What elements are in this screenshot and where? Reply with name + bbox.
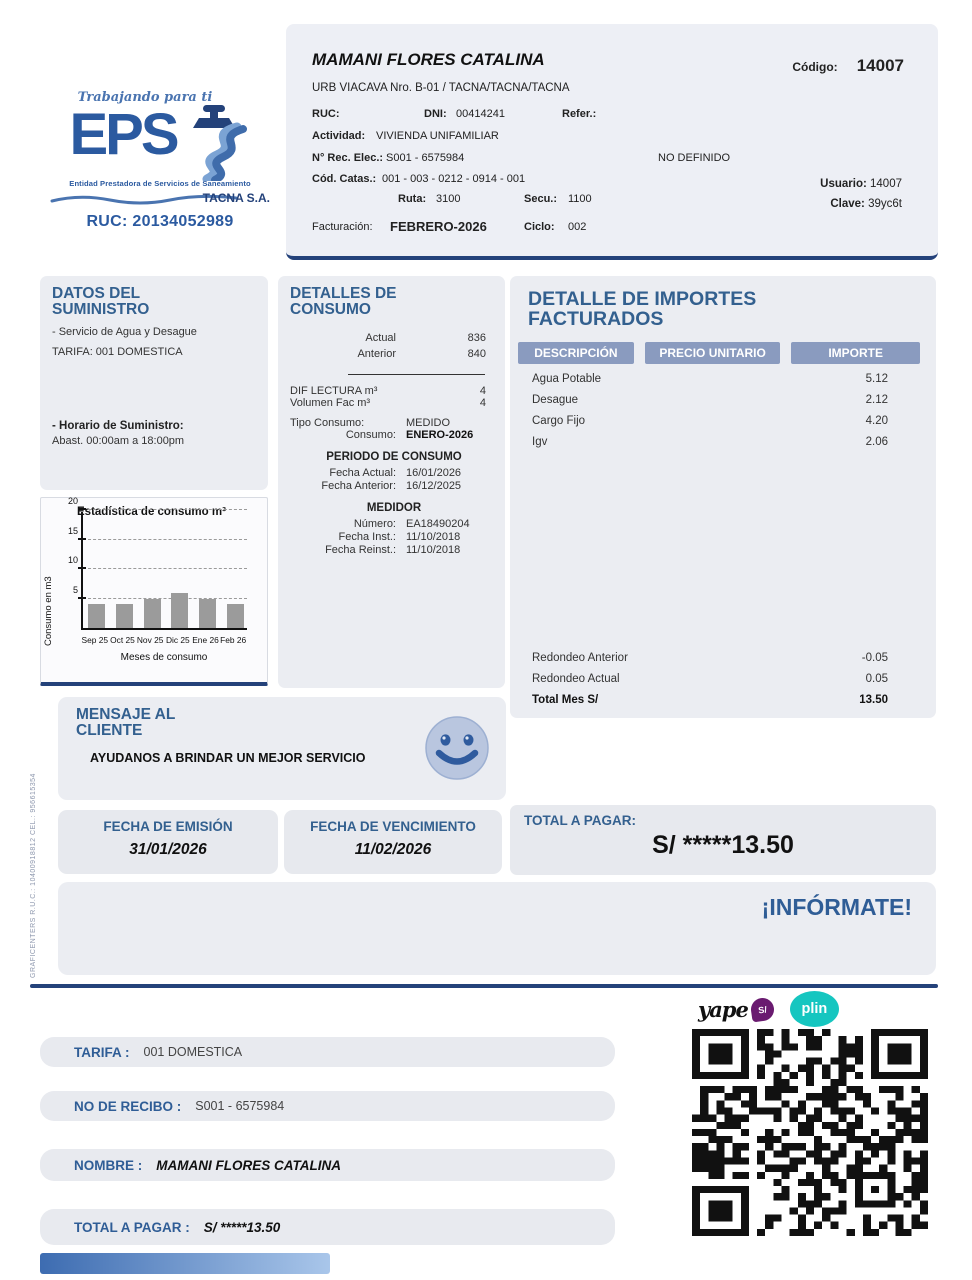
smiley-face-icon [424,715,490,786]
mensaje-cliente-box [58,697,506,800]
payment-qr-code [692,1029,928,1236]
dni-value: 00414241 [456,108,505,120]
company-ruc: RUC: 20134052989 [86,213,234,230]
importes-table-header [518,342,920,364]
printer-credit-vertical-text: GRAFICENTERS R.U.C.: 10400918812 CEL.: 956615354 [30,773,37,978]
rec-elec-label: N° Rec. Elec.: [312,152,384,164]
clave-field: Clave: 39yc6t [830,198,902,210]
chart-y-tick-label: 15 [67,525,78,536]
fecha-emision-value: 31/01/2026 [129,841,207,858]
chart-x-tick-label: Sep 25 [81,635,109,645]
ruc-label: RUC: [312,108,340,120]
footer-tarifa-row: TARIFA : 001 DOMESTICA [40,1037,615,1067]
secu-label: Secu.: [524,193,558,205]
usuario-field: Usuario: 14007 [820,178,902,190]
customer-name: MAMANI FLORES CATALINA [312,50,545,69]
facturacion-label: Facturación: [312,221,373,233]
chart-x-tick-label: Feb 26 [220,635,247,645]
tipo-consumo-row: Tipo Consumo: MEDIDO [290,416,450,429]
chart-gridline [83,568,247,569]
datos-suministro-box [40,276,268,490]
ciclo-value: 002 [568,221,587,233]
chart-y-axis-label: Consumo en m3 [43,576,54,646]
medidor-numero-row: Número: EA18490204 [353,517,470,530]
yape-badge-icon: S/ [749,996,775,1022]
footer-accent-bar [40,1253,330,1274]
catas-label: Cód. Catas.: [312,173,377,185]
importes-title: DETALLE DE IMPORTES FACTURADOS [528,288,757,330]
ciclo-label: Ciclo: [524,221,555,233]
importe-row: Desague 2.12 [532,393,888,406]
yape-logo: yape S/ [698,997,774,1022]
ruta-label: Ruta: [398,193,427,205]
total-a-pagar-value: S/ *****13.50 [652,831,794,859]
chart-bar [227,604,244,628]
refer-label: Refer.: [562,108,597,120]
chart-y-tickmark [78,597,86,599]
total-a-pagar-label: TOTAL A PAGAR: [524,813,636,828]
chart-x-axis-label: Meses de consumo [120,652,208,663]
customer-header-box [286,24,938,260]
total-mes-row: Total Mes S/ 13.50 [532,694,888,706]
fecha-actual-row: Fecha Actual: 16/01/2026 [329,466,462,479]
dni-label: DNI: [424,108,447,120]
chart-x-tick-label: Nov 25 [136,635,164,645]
lectura-anterior-row: Anterior 840 [357,347,486,360]
usuario-value: 14007 [870,178,902,190]
chart-y-tick-label: 5 [72,584,78,595]
clave-value: 39yc6t [868,198,902,210]
lectura-actual-row: Actual 836 [365,331,486,344]
logo-city: TACNA S.A. [202,191,270,205]
no-definido-text: NO DEFINIDO [658,152,731,164]
importe-row: Agua Potable 5.12 [532,372,888,385]
logo-tagline: Trabajando para ti [77,90,213,105]
col-precio-unitario: PRECIO UNITARIO [645,342,781,364]
codigo-field [792,56,904,76]
tarifa-line: TARIFA: 001 DOMESTICA [52,345,183,358]
servicio-line: - Servicio de Agua y Desague [52,325,197,338]
chart-bar [171,593,188,628]
chart-x-tick-label: Ene 26 [192,635,219,645]
detalles-consumo-title: DETALLES DE CONSUMO [290,285,397,318]
importe-row: Cargo Fijo 4.20 [532,414,888,427]
chart-x-tick-labels [81,635,247,645]
company-logo-block [44,90,276,231]
fecha-vencimiento-box [284,810,502,874]
rec-elec-value: S001 - 6575984 [386,152,465,164]
chart-y-tickmark [78,567,86,569]
chart-gridline [83,509,247,510]
consumo-mes-row: Consumo: ENERO-2026 [345,428,474,441]
detalles-consumo-box [278,276,505,688]
chart-bar [144,599,161,629]
chart-y-tickmark [78,538,86,540]
footer-tarifa-value: 001 DOMESTICA [143,1045,243,1059]
fecha-vencimiento-label: FECHA DE VENCIMIENTO [310,819,476,834]
water-tap-river-icon [177,103,251,186]
actividad-label: Actividad: [312,130,366,142]
informate-text: ¡INFÓRMATE! [761,894,912,920]
ruta-value: 3100 [436,193,461,205]
fecha-anterior-row: Fecha Anterior: 16/12/2025 [321,479,462,492]
catas-value: 001 - 003 - 0212 - 0914 - 001 [382,173,526,185]
logo-subtitle: Entidad Prestadora de Servicios de Saneamiento [69,179,251,188]
fecha-reinst-row: Fecha Reinst.: 11/10/2018 [325,543,461,556]
mensaje-title: MENSAJE AL CLIENTE [76,706,176,739]
secu-value: 1100 [568,193,592,205]
footer-nombre-row: NOMBRE : MAMANI FLORES CATALINA [40,1149,615,1181]
chart-bar [116,604,133,628]
chart-y-tick-label: 20 [67,496,78,506]
col-descripcion: DESCRIPCIÓN [518,342,634,364]
periodo-consumo-heading: PERIODO DE CONSUMO [326,450,462,463]
codigo-value: 14007 [856,56,904,75]
fecha-emision-label: FECHA DE EMISIÓN [103,819,233,834]
informate-box [58,882,936,975]
eps-logo [44,103,276,177]
chart-y-tickmark [78,508,86,510]
consumption-chart [40,497,268,686]
fecha-emision-box [58,810,278,874]
chart-gridline [83,598,247,599]
total-a-pagar-box [510,805,936,875]
redondeo-anterior-row: Redondeo Anterior -0.05 [532,652,888,664]
mensaje-text: AYUDANOS A BRINDAR UN MEJOR SERVICIO [90,750,366,765]
horario-value: Abast. 00:00am a 18:00pm [52,434,185,447]
chart-x-tick-label: Dic 25 [165,635,190,645]
importes-facturados-box [510,276,936,718]
plin-logo: plin [790,991,839,1027]
section-separator-line [30,984,938,988]
codigo-label: Código: [792,60,838,74]
importe-row: Igv 2.06 [532,435,888,448]
payment-logos [698,991,839,1027]
datos-suministro-title: DATOS DEL SUMINISTRO [52,285,150,318]
chart-gridline [83,539,247,540]
chart-y-tick-label: 10 [67,555,78,565]
importes-spacer [518,448,920,643]
lectura-divider [348,374,485,375]
chart-bar [88,604,105,628]
chart-bar [199,599,216,629]
fecha-inst-row: Fecha Inst.: 11/10/2018 [338,530,461,543]
actividad-value: VIVIENDA UNIFAMILIAR [376,130,499,142]
volumen-fac-row: Volumen Fac m³ 4 [290,396,486,409]
footer-total-value: S/ *****13.50 [203,1219,281,1235]
horario-label: - Horario de Suministro: [52,419,184,432]
col-importe: IMPORTE [791,342,920,364]
eps-wordmark: EPS [69,102,177,167]
footer-recibo-row: NO DE RECIBO : S001 - 6575984 [40,1091,615,1121]
footer-nombre-value: MAMANI FLORES CATALINA [156,1157,341,1173]
footer-total-row: TOTAL A PAGAR : S/ *****13.50 [40,1209,615,1245]
redondeo-actual-row: Redondeo Actual 0.05 [532,673,888,685]
chart-x-tick-label: Oct 25 [110,635,135,645]
medidor-heading: MEDIDOR [366,501,422,514]
footer-recibo-value: S001 - 6575984 [195,1099,285,1113]
chart-title: Estadística de consumo m³ [77,506,226,518]
fecha-vencimiento-value: 11/02/2026 [354,841,432,858]
customer-address: URB VIACAVA Nro. B-01 / TACNA/TACNA/TACNA [312,82,570,94]
dif-lectura-row: DIF LECTURA m³ 4 [290,384,486,397]
facturacion-value: FEBRERO-2026 [390,219,487,234]
